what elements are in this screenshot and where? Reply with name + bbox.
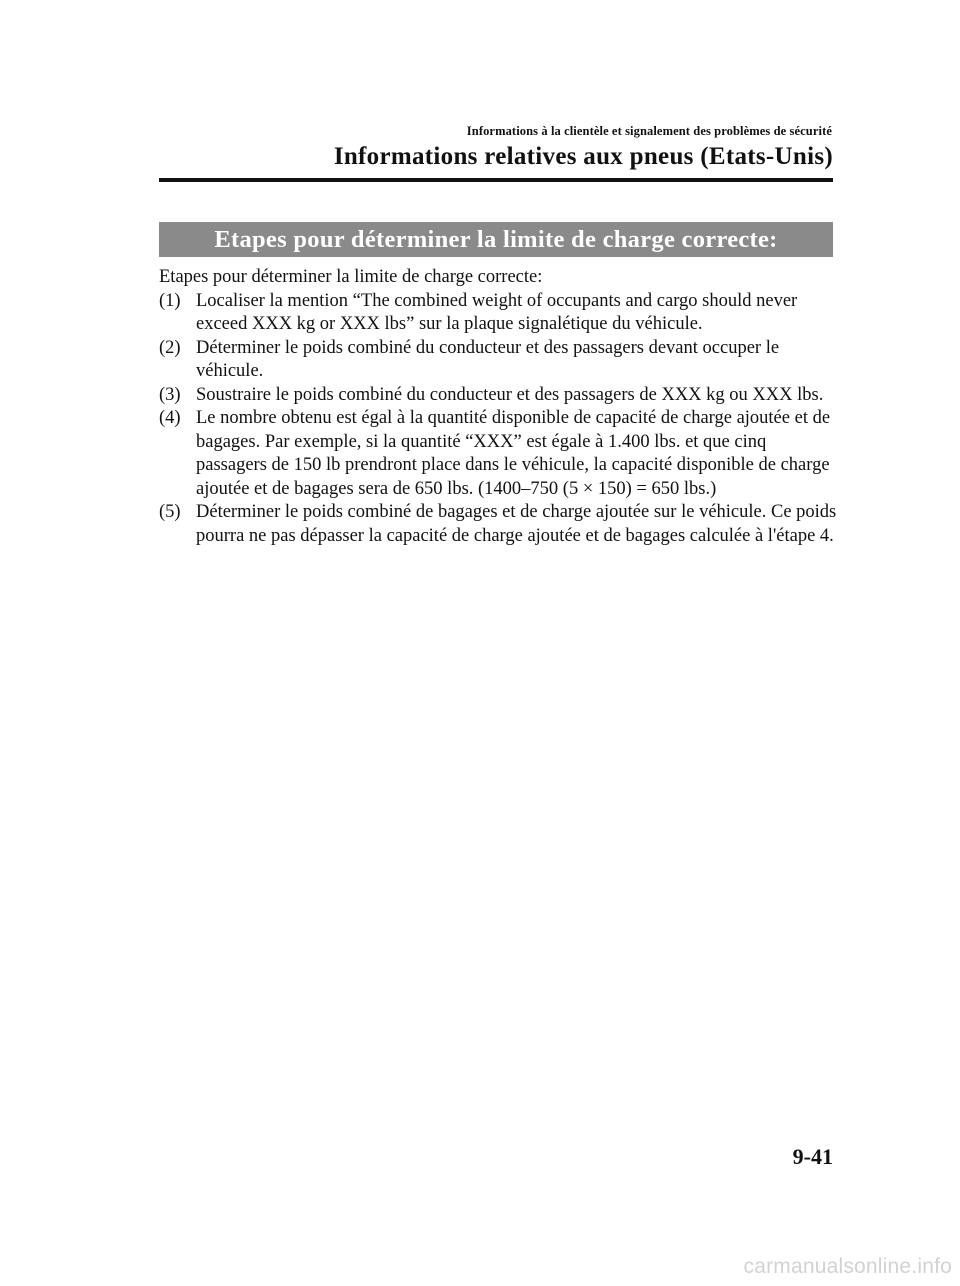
step-text: Soustraire le poids combiné du conducteur et des passagers de XXX kg ou XXX lbs. [196, 384, 824, 405]
step-item [159, 501, 839, 548]
step-number: (1) [159, 290, 181, 311]
step-item [159, 384, 839, 408]
step-item [159, 337, 839, 384]
header-rule [159, 178, 833, 182]
section-intro: Etapes pour déterminer la limite de charge correcte: [159, 267, 543, 287]
step-number: (2) [159, 337, 181, 358]
step-number: (5) [159, 502, 181, 522]
step-text: Déterminer le poids combiné du conducteur et des passagers devant occuper le véhicule. [196, 337, 780, 381]
step-number: (4) [159, 408, 181, 428]
section-heading: Etapes pour déterminer la limite de charge correcte: [159, 222, 833, 257]
step-text: Le nombre obtenu est égal à la quantité disponible de capacité de charge ajoutée et de bagages. Par exemple, si la quantité “XXX” est égale à 1.400 lbs. et que cinq passagers de 150 lb prendront place dans le véhicule, la capacité disponible de charge ajoutée et de bagages sera de 650 lbs. (1400–750 (5 × 150) = 650 lbs.) [196, 408, 831, 499]
page-title: Informations relatives aux pneus (Etats-Unis) [333, 143, 833, 170]
step-item [159, 407, 839, 501]
watermark-link[interactable]: carmanualsonline.info [743, 1255, 952, 1278]
step-number: (3) [159, 384, 181, 405]
chapter-header: Informations à la clientèle et signalement des problèmes de sécurité [466, 124, 832, 138]
page-number: 9-41 [792, 1144, 833, 1169]
step-text: Localiser la mention “The combined weight of occupants and cargo should never exceed XXX kg or XXX lbs” sur la plaque signalétique du véhicule. [196, 290, 798, 334]
step-text: Déterminer le poids combiné de bagages et de charge ajoutée sur le véhicule. Ce poids pourra ne pas dépasser la capacité de charge ajoutée et de bagages calculée à l'étape 4. [196, 502, 837, 546]
steps-list [159, 290, 839, 549]
step-item [159, 290, 839, 337]
section-body [159, 266, 839, 548]
